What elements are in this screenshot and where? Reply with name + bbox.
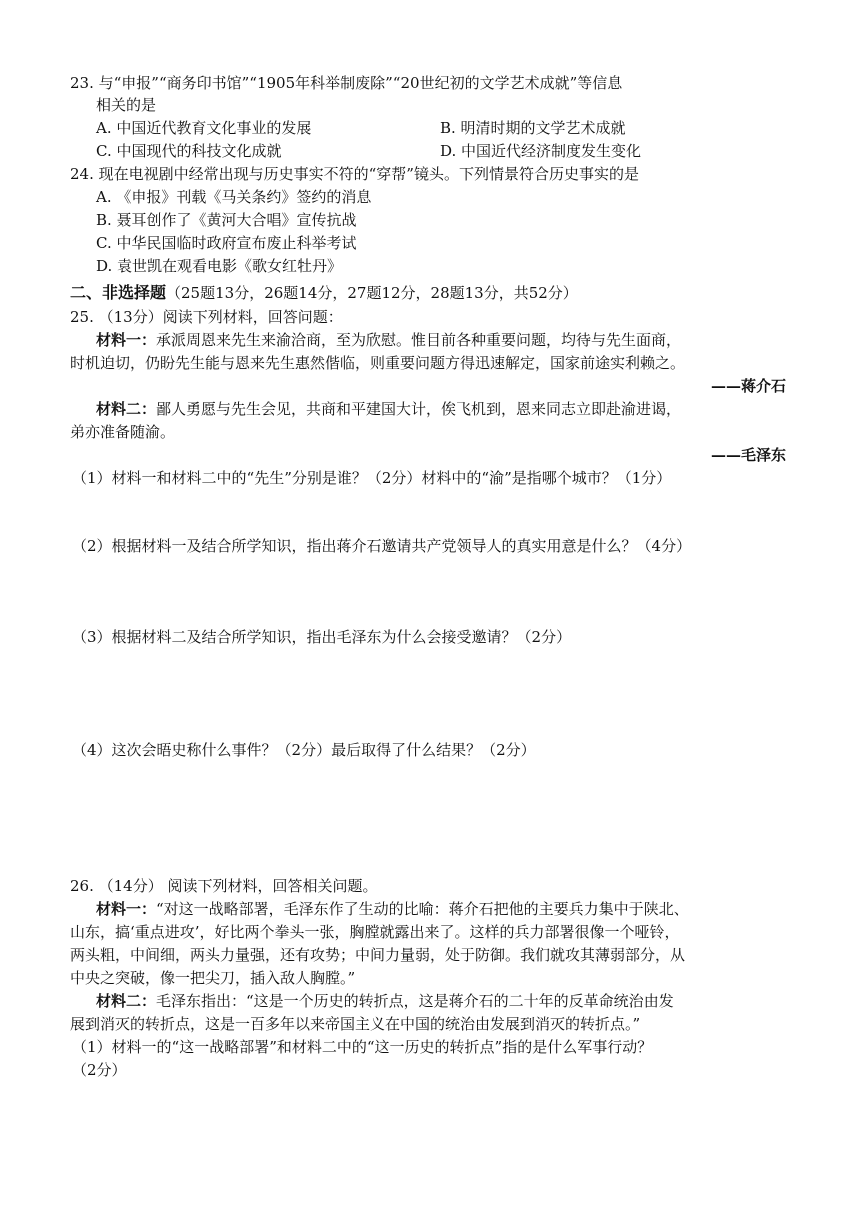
q25-material-1	[96, 329, 681, 351]
q26-stem: 26. （14分） 阅读下列材料，回答相关问题。	[70, 877, 378, 895]
q25-sub-question-2: （2）根据材料一及结合所学知识，指出蒋介石邀请共产党领导人的真实用意是什么？（4分）	[72, 537, 692, 555]
q26-material-2-cont: 展到消灭的转折点，这是一百多年以来帝国主义在中国的统治由发展到消灭的转折点。”	[70, 1015, 641, 1033]
material-label: 材料二：	[96, 400, 157, 418]
q25-sub-question-3: （3）根据材料二及结合所学知识，指出毛泽东为什么会接受邀请？（2分）	[72, 628, 572, 646]
q26-material-1-cont: 中央之突破，像一把尖刀，插入敌人胸膛。”	[70, 969, 356, 987]
q25-material-1-signature: ——蒋介石	[710, 377, 786, 395]
q26-material-1-cont: 两头粗，中间细，两头力量强，还有攻势；中间力量弱，处于防御。我们就攻其薄弱部分，从	[70, 946, 686, 964]
q23-option-d: D. 中国近代经济制度发生变化	[440, 142, 642, 160]
q25-material-2-signature: ——毛泽东	[710, 446, 786, 464]
section-score-note: （25题13分，26题14分，27题12分，28题13分，共52分）	[166, 284, 578, 302]
material-text: 承派周恩来先生来渝洽商，至为欣慰。惟目前各种重要问题，均待与先生面商，	[156, 331, 682, 349]
q24-stem: 24. 现在电视剧中经常出现与历史事实不符的“穿帮”镜头。下列情景符合历史事实的是	[70, 165, 639, 183]
material-text: 鄙人勇愿与先生会见，共商和平建国大计，俟飞机到，恩来同志立即赴渝进谒，	[156, 400, 682, 418]
q25-material-2-cont: 弟亦准备随渝。	[70, 423, 176, 441]
q25-sub-question-4: （4）这次会晤史称什么事件？（2分）最后取得了什么结果？（2分）	[72, 741, 536, 759]
q25-sub-question-1: （1）材料一和材料二中的“先生”分别是谁？（2分）材料中的“渝”是指哪个城市？（1分）	[72, 469, 672, 487]
q26-material-1	[96, 898, 689, 920]
q26-sub-question-1-score: （2分）	[72, 1061, 127, 1079]
q23-option-c: C. 中国现代的科技文化成就	[96, 142, 282, 160]
q25-material-1-cont: 时机迫切，仍盼先生能与恩来先生惠然偕临，则重要问题方得迅速解定，国家前途实利赖之。	[70, 354, 686, 372]
q26-sub-question-1: （1）材料一的“这一战略部署”和材料二中的“这一历史的转折点”指的是什么军事行动？	[72, 1038, 653, 1056]
q24-option-a: A. 《申报》刊载《马关条约》签约的消息	[96, 188, 372, 206]
material-text: “对这一战略部署，毛泽东作了生动的比喻：蒋介石把他的主要兵力集中于陕北、	[156, 900, 689, 918]
material-label: 材料一：	[96, 900, 157, 918]
material-label: 材料一：	[96, 331, 157, 349]
q23-stem: 23. 与“申报”“商务印书馆”“1905年科举制废除”“20世纪初的文学艺术成就”等信息	[70, 74, 623, 92]
section-heading	[70, 282, 578, 304]
section-title: 二、非选择题	[70, 283, 167, 302]
q26-material-2	[96, 990, 674, 1012]
q23-option-b: B. 明清时期的文学艺术成就	[440, 119, 626, 137]
q25-material-2	[96, 398, 681, 420]
q23-stem-cont: 相关的是	[96, 96, 157, 114]
q24-option-c: C. 中华民国临时政府宣布废止科举考试	[96, 234, 357, 252]
q25-stem: 25. （13分）阅读下列材料，回答问题：	[70, 308, 343, 326]
q24-option-d: D. 袁世凯在观看电影《歌女红牡丹》	[96, 257, 343, 275]
q26-material-1-cont: 山东，搞‘重点进攻’，好比两个拳头一张，胸膛就露出来了。这样的兵力部署很像一个哑铃，	[70, 923, 680, 941]
q23-option-a: A. 中国近代教育文化事业的发展	[96, 119, 312, 137]
q24-option-b: B. 聂耳创作了《黄河大合唱》宣传抗战	[96, 211, 357, 229]
material-label: 材料二：	[96, 992, 157, 1010]
material-text: 毛泽东指出：“这是一个历史的转折点，这是蒋介石的二十年的反革命统治由发	[156, 992, 674, 1010]
